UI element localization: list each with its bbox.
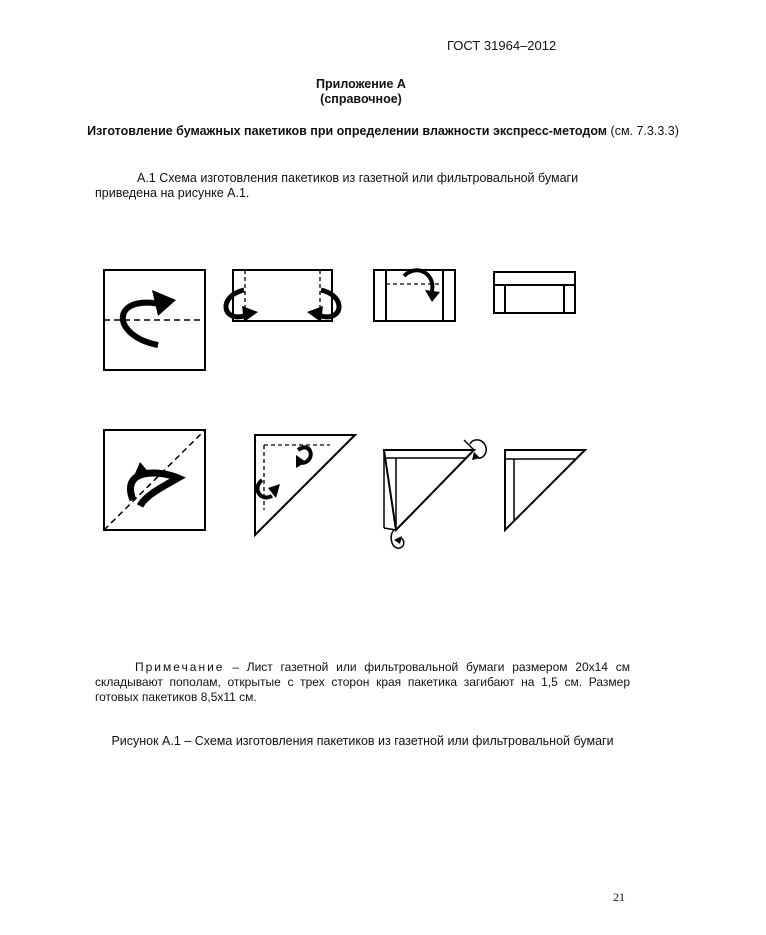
step5-square-diagonal-fold <box>104 430 205 530</box>
note-label: Примечание <box>135 660 225 674</box>
note-text: – Лист газетной или фильтровальной бумаги размером 20х14 см складывают пополам, открытые с трех сторон края пакетика загибают на 1,5 см. Размер готовых пакетиков 8,5х11 см. <box>95 660 630 704</box>
step3-rectangle-sides-folded <box>374 270 455 321</box>
section-title-ref: (см. 7.3.3.3) <box>610 124 679 138</box>
arrowhead-icon <box>152 290 176 316</box>
paragraph-text: А.1 Схема изготовления пакетиков из газетной или фильтровальной бумаги приведена на рисунке А.1. <box>95 171 579 200</box>
section-title-bold: Изготовление бумажных пакетиков при определении влажности экспресс-методом <box>87 124 608 138</box>
fold-arrow-left-icon <box>226 290 244 317</box>
fold-arrow-right-icon <box>321 290 339 317</box>
figure-caption: Рисунок А.1 – Схема изготовления пакетиков из газетной или фильтровальной бумаги <box>111 734 614 748</box>
step1-square-fold-in-half <box>104 270 205 370</box>
figure-note <box>95 660 630 705</box>
step7-triangle-edges-folded <box>384 440 474 530</box>
appendix-subtitle: (справочное) <box>320 92 402 106</box>
step6-triangle <box>255 435 355 535</box>
page-number: 21 <box>613 890 625 904</box>
standard-number: ГОСТ 31964–2012 <box>447 38 557 53</box>
step8-folded-triangle-packet <box>505 450 585 530</box>
step4-finished-packet <box>494 272 575 313</box>
diagonal-fold-arrow-icon <box>130 473 178 506</box>
appendix-title: Приложение А <box>316 77 406 91</box>
